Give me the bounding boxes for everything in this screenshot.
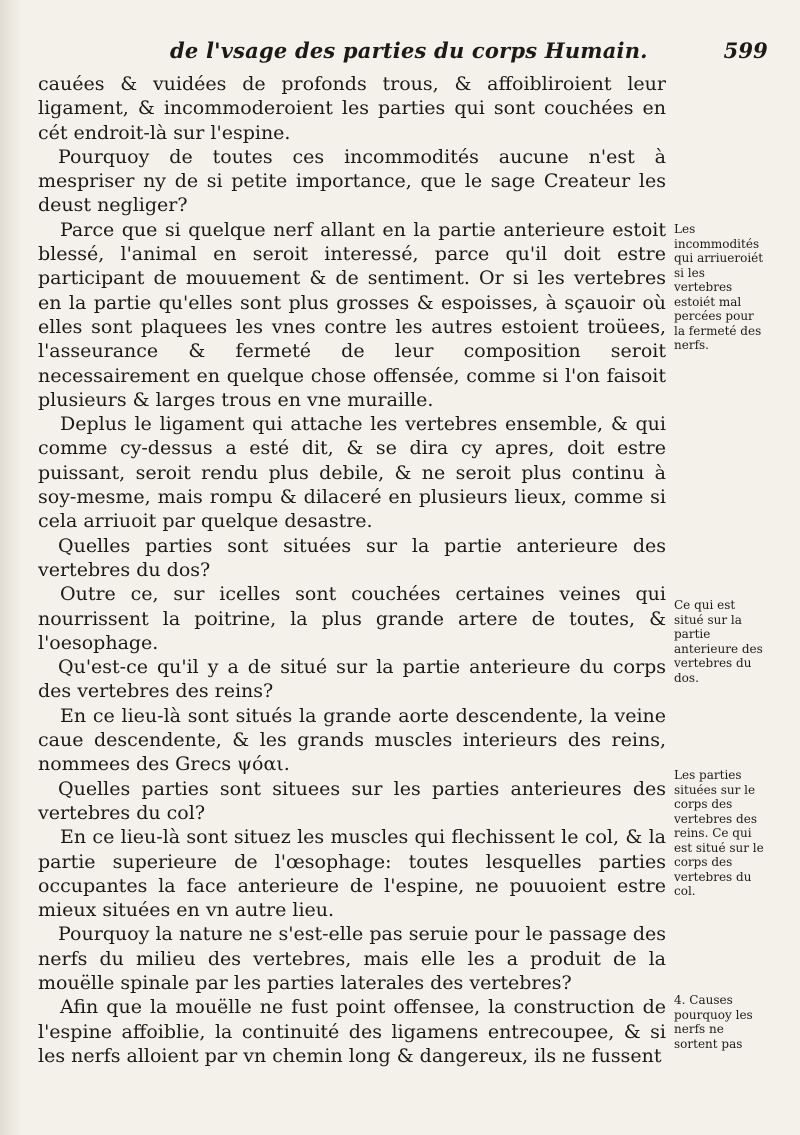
margin-note: Ce qui est situé sur la partie anterieure des vertebres du dos. [674,598,763,685]
margin-note: Les incommodités qui arriueroiét si les vertebres estoiét mal percées pour la fermeté des nerfs. [674,222,764,352]
paragraph: En ce lieu-là sont situez les muscles qui flechissent le col, & la partie superieure de l'œsophage: toutes lesquelles parties occupantes la face anterieure de l'espine, ne pouuoient estre mieux situées en vn autre lieu. [38,826,666,922]
question-paragraph: Quelles parties sont situees sur les parties anterieures des vertebres du col? [38,777,666,824]
running-title: de l'vsage des parties du corps Humain. [170,38,648,63]
margin-note: 4. Causes pourquoy les nerfs ne sortent pas [674,993,753,1051]
paragraph: Outre ce, sur icelles sont couchées certaines veines qui nourrissent la poitrine, la plus grande artere de toutes, & l'oesophage. [38,583,666,654]
question-paragraph: Pourquoy de toutes ces incommodités aucune n'est à mespriser ny de si petite importance, que le sage Createur les deust negliger? [38,145,666,217]
main-text [38,72,666,1068]
margin-note: Les parties situées sur le corps des vertebres des reins. Ce qui est situé sur le corps des vertebres du col. [674,768,764,898]
question-paragraph: Quelles parties sont situées sur la partie anterieure des vertebres du dos? [38,534,666,581]
running-header [170,38,780,70]
paragraph: Parce que si quelque nerf allant en la partie anterieure estoit blessé, l'animal en seroit interessé, parce qu'il doit estre participant de mouuement & de sentiment. Or si les vertebres en la partie qu'elles sont plus grosses & espoisses, à sçauoir où elles sont plaquees les vnes contre les autres estoient troüees, l'asseurance & fermeté de leur composition seroit necessairement en quelque chose offensée, comme si l'on faisoit plusieurs & larges trous en vne muraille. [38,218,666,411]
paragraph: Afin que la mouëlle ne fust point offensee, la construction de l'espine affoiblie, la continuité des ligamens entrecoupee, & si les nerfs alloient par vn chemin long & dangereux, ils ne fussent [38,996,666,1067]
paragraph: Deplus le ligament qui attache les vertebres ensemble, & qui comme cy-dessus a esté dit, & se dira cy apres, doit estre puissant, seroit rendu plus debile, & ne seroit plus continu à soy-mesme, mais rompu & dilaceré en plusieurs lieux, comme si cela arriuoit par quelque desastre. [38,413,666,533]
paragraph: En ce lieu-là sont situés la grande aorte descendente, la veine caue descendente, & les grands muscles interieurs des reins, nommees des Grecs ψόαι. [38,704,666,776]
page-number: 599 [723,38,768,63]
question-paragraph: Pourquoy la nature ne s'est-elle pas seruie pour le passage des nerfs du milieu des vertebres, mais elle les a produit de la mouëlle spinale par les parties laterales des vertebres? [38,923,666,994]
paragraph: cauées & vuidées de profonds trous, & affoibliroient leur ligament, & incommoderoient les parties qui sont couchées en cét endroit-là sur l'espine. [38,73,666,144]
question-paragraph: Qu'est-ce qu'il y a de situé sur la partie anterieure du corps des vertebres des reins? [38,656,666,703]
